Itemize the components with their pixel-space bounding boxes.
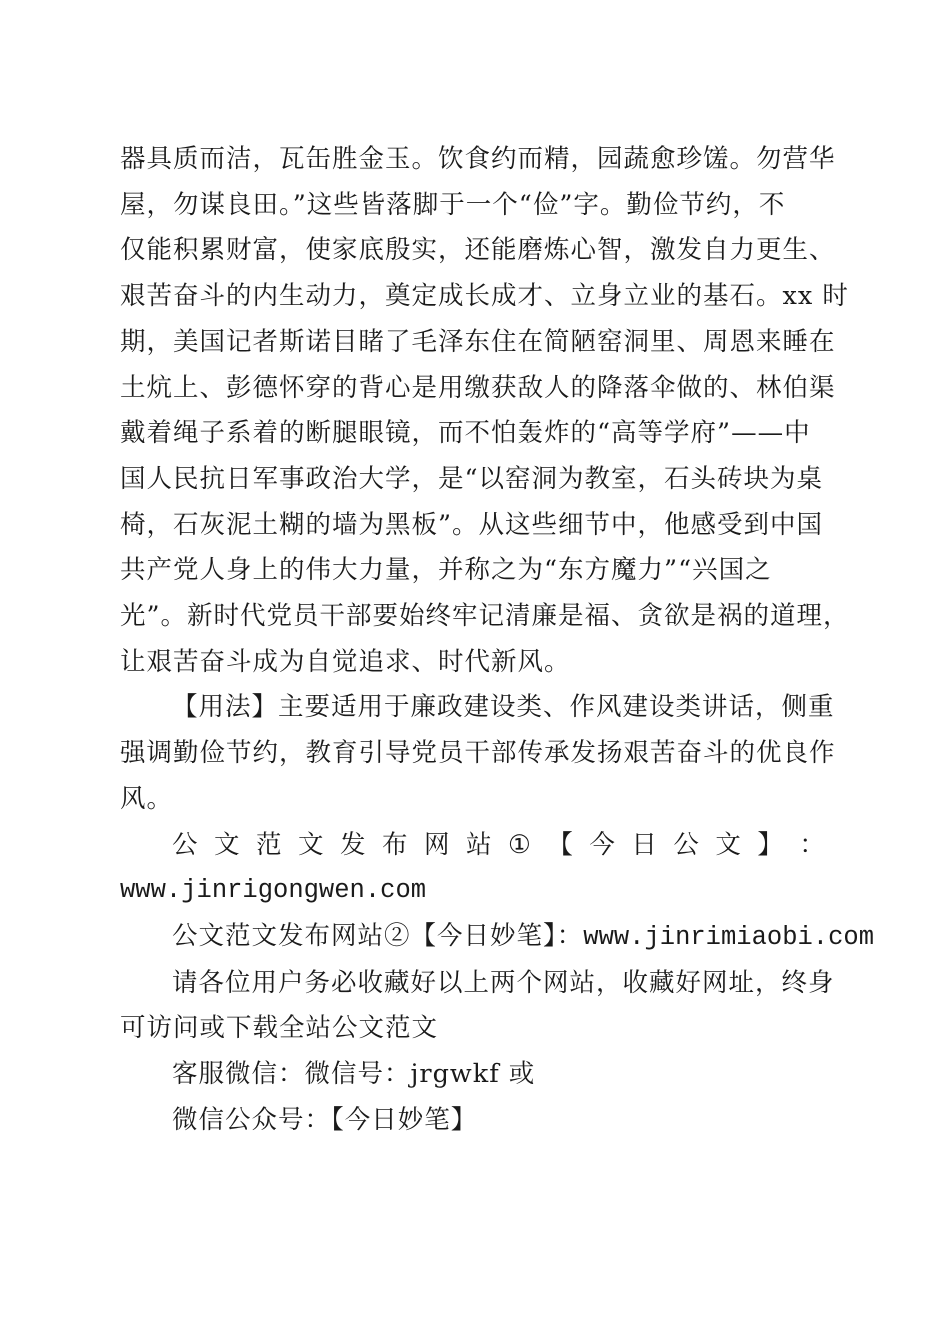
site-1-label bbox=[120, 823, 826, 869]
site-1-url: www.jinrigongwen.com bbox=[120, 876, 427, 906]
text-line: 器具质而洁，瓦缶胜金玉。饮食约而精，园蔬愈珍馐。勿营华 bbox=[120, 144, 836, 174]
site-1-char: 范 bbox=[256, 829, 283, 860]
paragraph-notice bbox=[120, 961, 835, 1052]
paragraph-site-2 bbox=[120, 914, 875, 961]
site-1-char: 文 bbox=[214, 829, 241, 860]
text-line: 可访问或下载全站公文范文 bbox=[120, 1013, 439, 1044]
text-line: 国人民抗日军事政治大学，是“以窑洞为教室，石头砖块为桌 bbox=[120, 463, 824, 494]
site-1-char: 【 bbox=[547, 829, 574, 860]
text-line: 让艰苦奋斗成为自觉追求、时代新风。 bbox=[120, 646, 571, 677]
text-line: 戴着绳子系着的断腿眼镜，而不怕轰炸的“高等学府”——中 bbox=[120, 418, 811, 449]
text-line: 强调勤俭节约，教育引导党员干部传承发扬艰苦奋斗的优良作 bbox=[120, 738, 836, 769]
paragraph-usage bbox=[120, 685, 836, 822]
wechat-public-text: 微信公众号：【今日妙笔】 bbox=[172, 1104, 478, 1135]
paragraph-site-1 bbox=[120, 823, 826, 914]
text-line: 共产党人身上的伟大力量，并称之为“东方魔力”“兴国之 bbox=[120, 555, 772, 586]
site-2-url: www.jinrimiaobi.com bbox=[583, 922, 875, 952]
document-body bbox=[120, 137, 875, 1143]
text-line: 艰苦奋斗的内生动力，奠定成长成才、立身立业的基石。xx 时 bbox=[120, 281, 849, 312]
paragraph-wechat-service bbox=[120, 1052, 826, 1098]
site-1-char: ： bbox=[799, 829, 826, 860]
text-line: 风。 bbox=[120, 783, 174, 814]
site-1-char: 公 bbox=[673, 829, 700, 860]
text-line: 光”。新时代党员干部要始终牢记清廉是福、贪欲是祸的道理， bbox=[120, 601, 850, 632]
wechat-service-text: 客服微信：微信号：jrgwkf 或 bbox=[172, 1059, 536, 1090]
text-line: 屋，勿谋良田。”这些皆落脚于一个“俭”字。勤俭节约，不 bbox=[120, 189, 786, 220]
text-line: 土炕上、彭德怀穿的背心是用缴获敌人的降落伞做的、林伯渠 bbox=[120, 372, 836, 403]
site-1-char: 网 bbox=[424, 829, 451, 860]
site-1-char: 发 bbox=[340, 829, 367, 860]
site-1-char: 】 bbox=[757, 829, 784, 860]
site-1-char: 文 bbox=[298, 829, 325, 860]
paragraph-wechat-public bbox=[120, 1098, 826, 1144]
site-2-line bbox=[120, 914, 875, 961]
site-1-char: 布 bbox=[382, 829, 409, 860]
text-line: 【用法】主要适用于廉政建设类、作风建设类讲话，侧重 bbox=[172, 692, 835, 723]
site-1-char: 日 bbox=[631, 829, 658, 860]
paragraph-frugality bbox=[120, 137, 850, 685]
text-line: 请各位用户务必收藏好以上两个网站，收藏好网址，终身 bbox=[172, 967, 835, 998]
site-1-char: 今 bbox=[589, 829, 616, 860]
site-1-char: 文 bbox=[715, 829, 742, 860]
site-1-char: ① bbox=[508, 829, 532, 860]
site-1-char: 站 bbox=[466, 829, 493, 860]
site-2-label: 公文范文发布网站②【今日妙笔】： bbox=[172, 920, 584, 951]
site-1-char: 公 bbox=[172, 829, 199, 860]
text-line: 期，美国记者斯诺目睹了毛泽东住在简陋窑洞里、周恩来睡在 bbox=[120, 326, 836, 357]
text-line: 仅能积累财富，使家底殷实，还能磨炼心智，激发自力更生、 bbox=[120, 235, 836, 266]
text-line: 椅，石灰泥土糊的墙为黑板”。从这些细节中，他感受到中国 bbox=[120, 509, 824, 540]
